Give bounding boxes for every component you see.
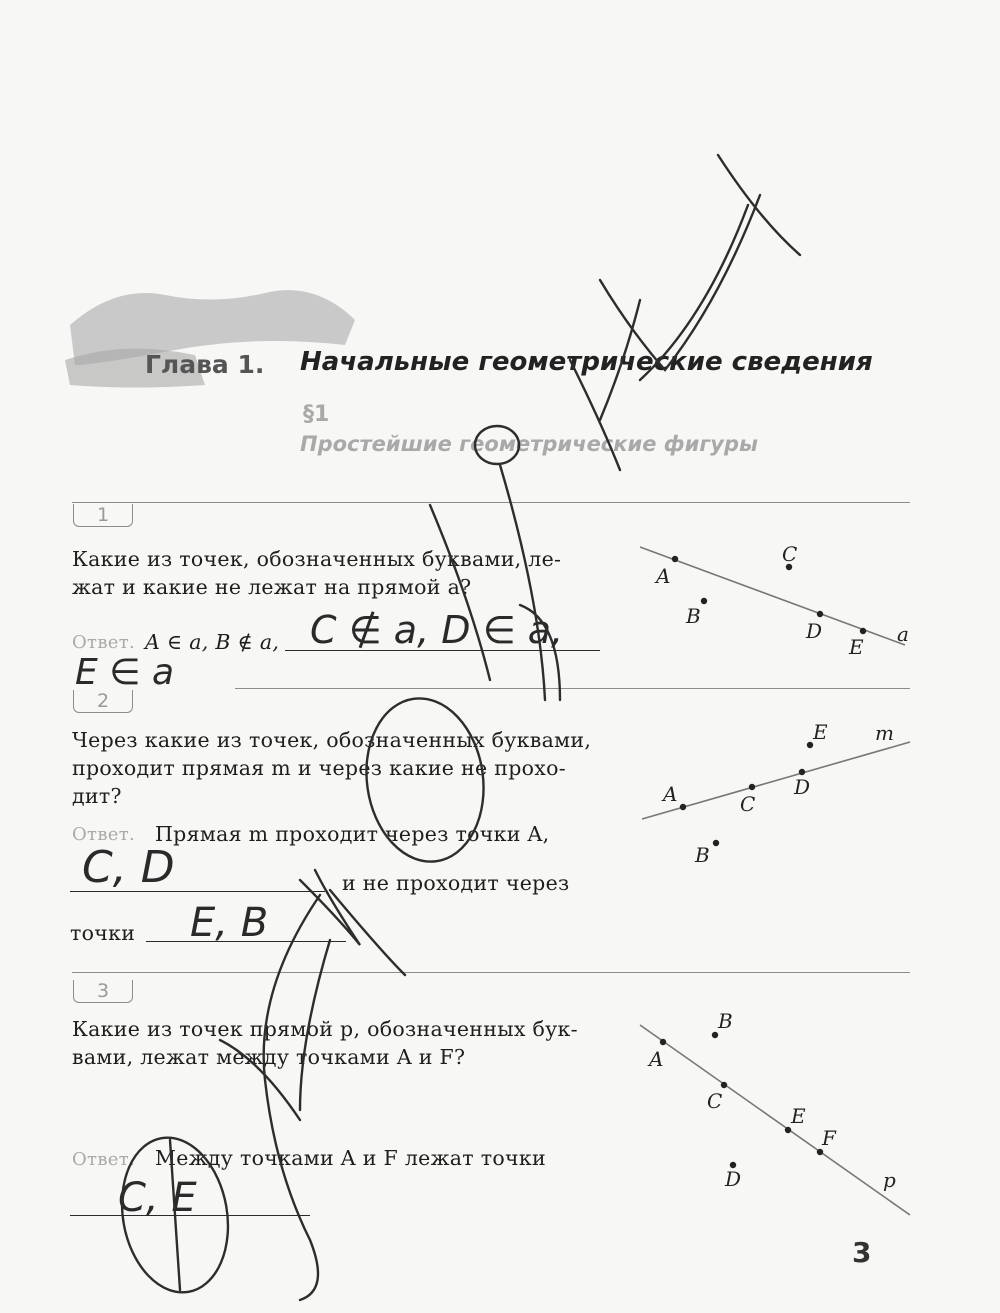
- section-title: Простейшие геометрические фигуры: [300, 432, 759, 456]
- exercise-2-answer-text: Прямая m проходит через точки A,: [155, 822, 550, 846]
- exercise-3-question-line-2: вами, лежат между точками A и F?: [72, 1045, 466, 1069]
- fig1-label-E: E: [849, 635, 864, 659]
- exercise-1-question-line-1: Какие из точек, обозначенных буквами, ле-: [72, 547, 562, 571]
- fig2-label-E: E: [813, 720, 828, 744]
- fig3-label-C: C: [707, 1089, 723, 1113]
- fig1-label-D: D: [806, 619, 823, 643]
- exercise-2-points-label: точки: [70, 921, 136, 945]
- fig1-label-A: A: [656, 564, 671, 588]
- fig2-label-A: A: [663, 782, 678, 806]
- exercise-1-question-line-2: жат и какие не лежат на прямой a?: [72, 575, 472, 599]
- exercise-3-answer-label: Ответ.: [72, 1149, 135, 1170]
- exercise-1-handwritten-answer-1: C ∉ a, D ∈ a,: [310, 608, 564, 652]
- exercise-2-question-line-1: Через какие из точек, обозначенных буквами,: [72, 728, 592, 752]
- exercise-2-question-line-2: проходит прямая m и через какие не прохо-: [72, 756, 567, 780]
- exercise-2-number: 2: [73, 690, 133, 713]
- exercise-3-handwritten-answer-1: C, E: [118, 1175, 197, 1221]
- fig3-label-D: D: [725, 1167, 742, 1191]
- fig2-label-line: m: [875, 721, 894, 745]
- fig3-label-A: A: [649, 1047, 664, 1071]
- exercise-1-answer-prefix: A ∈ a, B ∉ a,: [145, 630, 280, 654]
- exercise-1-handwritten-answer-2: E ∈ a: [75, 652, 175, 693]
- fig3-label-line: p: [883, 1168, 896, 1192]
- fig2-label-B: B: [695, 843, 710, 867]
- section-number: §1: [303, 402, 330, 427]
- exercise-3-number: 3: [73, 980, 133, 1003]
- fig2-label-C: C: [740, 792, 756, 816]
- chapter-title: Начальные геометрические сведения: [300, 347, 873, 377]
- exercise-2-question-line-3: дит?: [72, 784, 122, 808]
- fig1-label-B: B: [686, 604, 701, 628]
- exercise-3-question-line-1: Какие из точек прямой p, обозначенных бук-: [72, 1017, 578, 1041]
- fig3-label-F: F: [822, 1126, 836, 1150]
- page-number: 3: [852, 1236, 872, 1269]
- exercise-1-answer-label: Ответ.: [72, 632, 135, 653]
- exercise-3-answer-text: Между точками A и F лежат точки: [155, 1146, 546, 1170]
- exercise-1-number: 1: [73, 504, 133, 527]
- fig1-label-C: C: [782, 542, 798, 566]
- exercise-2-handwritten-answer-1: C, D: [82, 842, 175, 893]
- fig3-label-E: E: [791, 1104, 806, 1128]
- fig1-label-line: a: [897, 622, 909, 646]
- exercise-2-answer-label: Ответ.: [72, 824, 135, 845]
- fig3-label-B: B: [718, 1009, 733, 1033]
- fig2-label-D: D: [794, 775, 811, 799]
- chapter-label: Глава 1.: [145, 350, 265, 379]
- exercise-2-middle-text: и не проходит через: [342, 871, 570, 895]
- exercise-2-handwritten-answer-2: E, B: [190, 900, 269, 946]
